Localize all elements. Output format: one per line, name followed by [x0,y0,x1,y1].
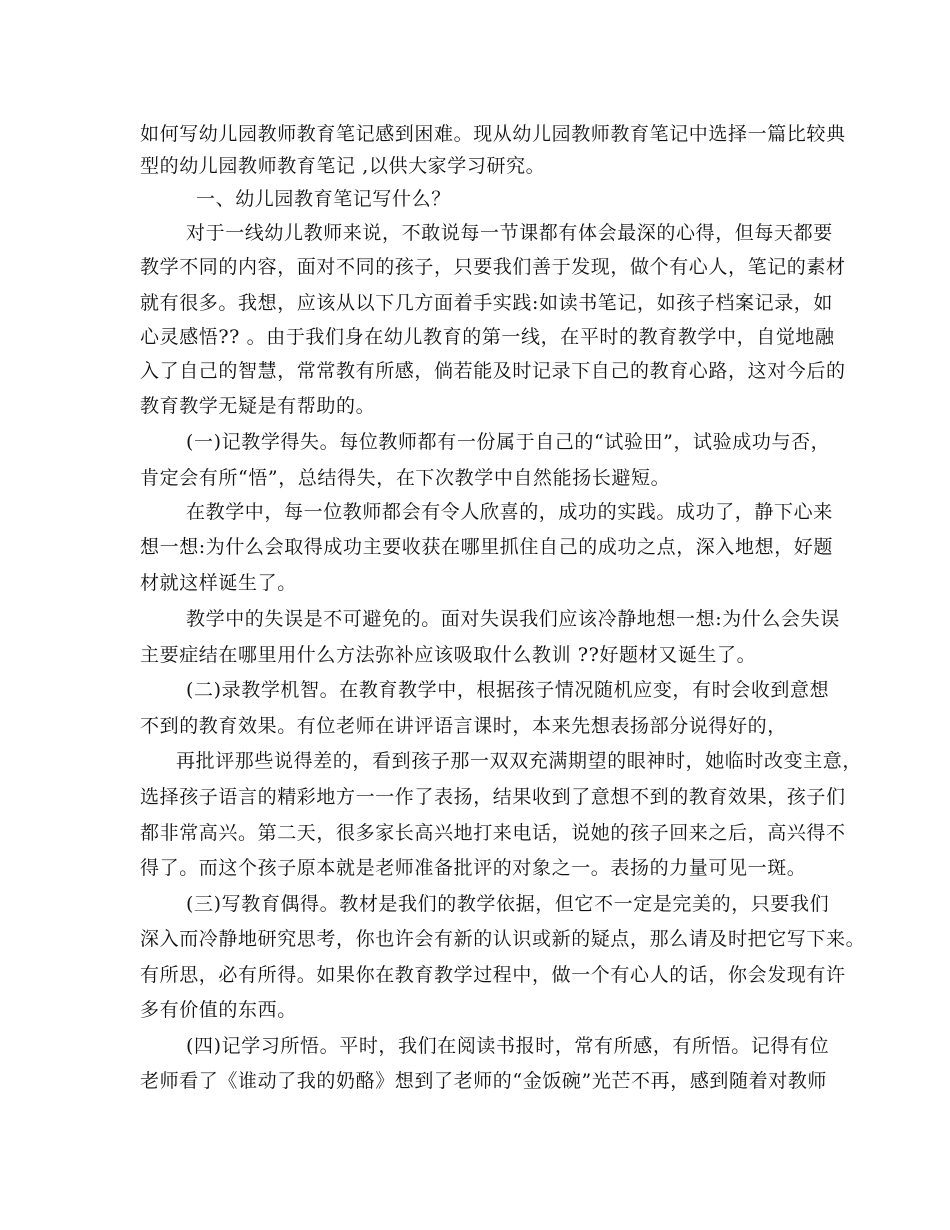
text-line: 材就这样诞生了。 [140,572,297,594]
section-heading: 一、幼儿园教育笔记写什么？ [196,188,451,210]
paragraph-first-line: (四)记学习所悟。平时，我们在阅读书报时，常有所感，有所悟。记得有位 [186,1035,830,1057]
text-line: 老师看了《谁动了我的奶酪》想到了老师的“金饭碗”光芒不再，感到随着对教师 [140,1070,828,1092]
text-line: 深入而冷静地研究思考，你也许会有新的认识或新的疑点，那么请及时把它写下来。 [140,928,866,950]
text-line: 教学不同的内容，面对不同的孩子，只要我们善于发现，做个有心人，笔记的素材 [140,256,846,278]
paragraph-first-line: 再批评那些说得差的，看到孩子那一双双充满期望的眼神时，她临时改变主意， [176,750,863,772]
text-line: 不到的教育效果。有位老师在讲评语言课时，本来先想表扬部分说得好的， [140,715,787,737]
paragraph-first-line: (一)记教学得失。每位教师都有一份属于自己的“试验田”，试验成功与否， [186,431,831,453]
text-line: 想一想:为什么会取得成功主要收获在哪里抓住自己的成功之点，深入地想，好题 [140,536,834,558]
text-line: 入了自己的智慧，常常教有所感，倘若能及时记录下自己的教育心路，这对今后的 [140,360,846,382]
text-line: 选择孩子语言的精彩地方一一作了表扬，结果收到了意想不到的教育效果，孩子们 [140,786,846,808]
text-line: 心灵感悟?? 。由于我们身在幼儿教育的第一线，在平时的教育教学中，自觉地融 [140,326,835,348]
text-line: 肯定会有所“悟”，总结得失，在下次教学中自然能扬长避短。 [140,467,671,489]
text-line: 多有价值的东西。 [140,999,297,1021]
paragraph-first-line: (三)写教育偶得。教材是我们的教学依据，但它不一定是完美的，只要我们 [186,893,830,915]
paragraph-first-line: 在教学中，每一位教师都会有令人欣喜的，成功的实践。成功了，静下心来 [186,501,833,523]
text-line: 得了。而这个孩子原本就是老师准备批评的对象之一。表扬的力量可见一斑。 [140,857,807,879]
text-line: 如何写幼儿园教师教育笔记感到困难。现从幼儿园教师教育笔记中选择一篇比较典 [140,123,846,145]
text-line: 都非常高兴。第二天，很多家长高兴地打来电话，说她的孩子回来之后，高兴得不 [140,822,846,844]
text-line: 主要症结在哪里用什么方法弥补应该吸取什么教训 ??好题材又诞生了。 [140,644,757,666]
text-line: 教育教学无疑是有帮助的。 [140,395,376,417]
text-line: 有所思，必有所得。如果你在教育教学过程中，做一个有心人的话，你会发现有许 [140,964,846,986]
text-line: 型的幼儿园教师教育笔记 ,以供大家学习研究。 [140,155,546,177]
paragraph-first-line: (二)录教学机智。在教育教学中，根据孩子情况随机应变，有时会收到意想 [186,679,830,701]
paragraph-first-line: 对于一线幼儿教师来说，不敢说每一节课都有体会最深的心得，但每天都要 [186,222,833,244]
paragraph-first-line: 教学中的失误是不可避免的。面对失误我们应该冷静地想一想:为什么会失误 [186,608,840,630]
text-line: 就有很多。我想，应该从以下几方面着手实践:如读书笔记，如孩子档案记录，如 [140,292,834,314]
